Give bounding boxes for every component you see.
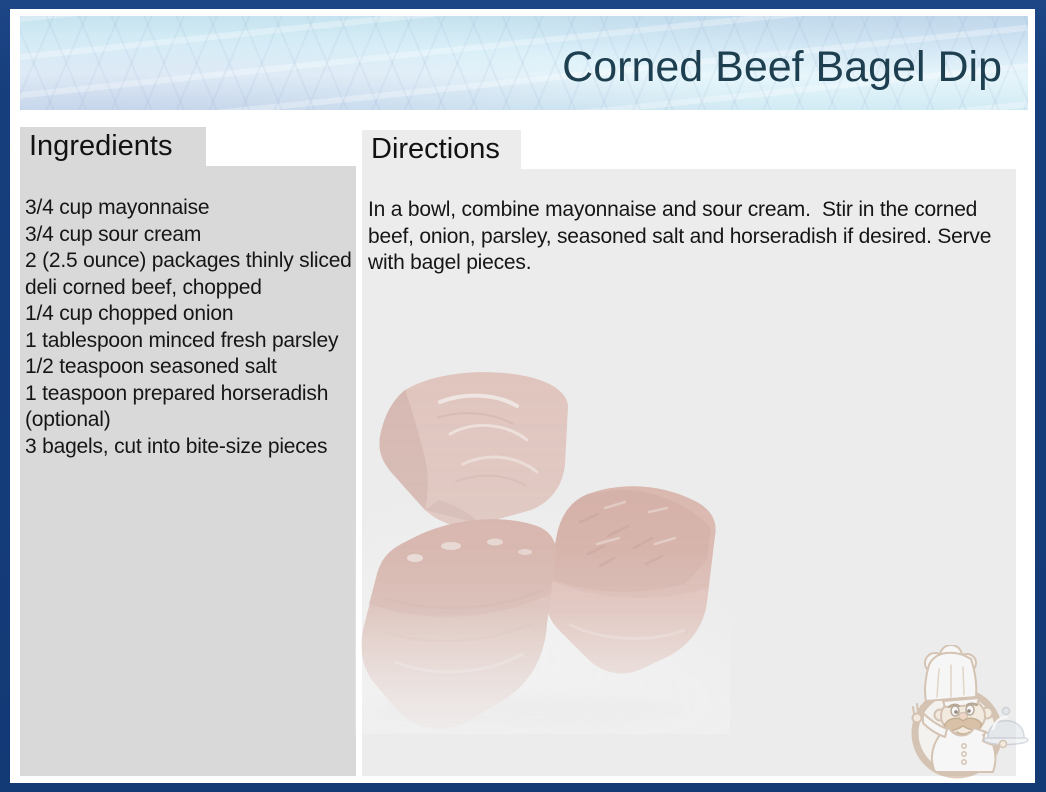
directions-heading: Directions: [362, 130, 521, 169]
ingredient-item: 1/4 cup chopped onion: [25, 302, 234, 325]
ingredients-panel: [20, 166, 356, 776]
ingredient-item: 3/4 cup mayonnaise: [25, 196, 210, 219]
ingredients-heading: Ingredients: [20, 127, 206, 166]
ingredients-list: [20, 166, 356, 460]
ingredient-item: 3/4 cup sour cream: [25, 222, 202, 246]
page-canvas: [10, 9, 1035, 783]
ingredient-item: 1 teaspoon prepared horseradish (optional): [25, 381, 329, 431]
ingredient-item: 1/2 teaspoon seasoned salt: [25, 355, 277, 378]
directions-text: In a bowl, combine mayonnaise and sour cream. Stir in the corned beef, onion, parsley, seasoned salt and horseradish if desired. Serve with bagel pieces.: [368, 198, 997, 274]
header-band: [20, 16, 1028, 110]
ingredient-item: 3 bagels, cut into bite-size pieces: [25, 434, 328, 458]
chef-logo-watermark: [903, 645, 1033, 783]
page-title: Corned Beef Bagel Dip: [562, 42, 1002, 91]
ingredient-item: 2 (2.5 ounce) packages thinly sliced deli corned beef, chopped: [25, 249, 352, 299]
ingredient-item: 1 tablespoon minced fresh parsley: [25, 328, 339, 352]
beef-cubes-photo: [355, 362, 730, 734]
